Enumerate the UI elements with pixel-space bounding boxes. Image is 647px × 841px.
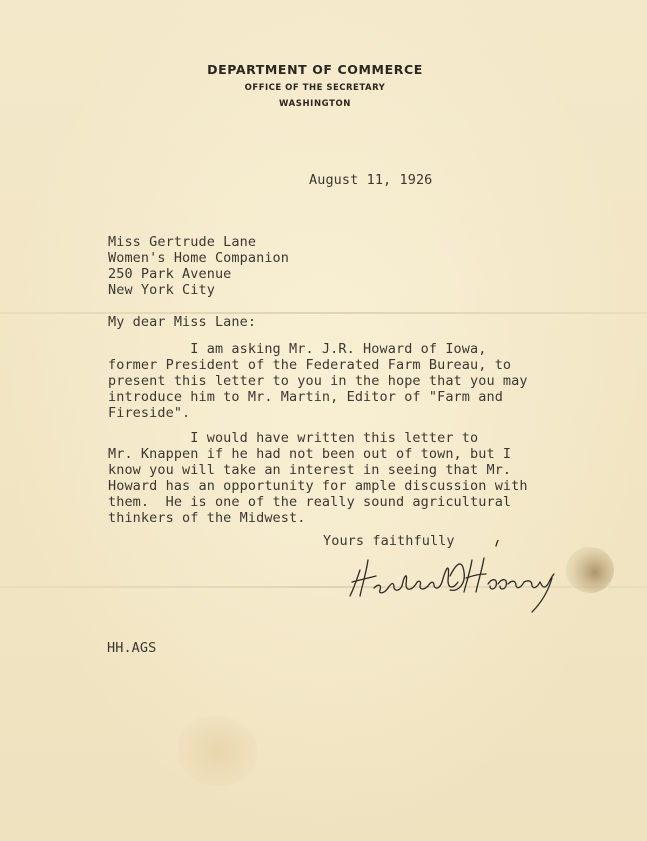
typist-initials: HH.AGS — [107, 640, 157, 656]
recipient-address — [108, 234, 289, 298]
body-paragraph-1 — [108, 341, 528, 421]
paragraph-line: I am asking Mr. J.R. Howard of Iowa, — [108, 341, 487, 357]
paper-stain — [566, 547, 614, 593]
paragraph-line: I would have written this letter to — [108, 430, 479, 446]
handwritten-signature — [346, 540, 571, 620]
paper-fold-upper — [0, 312, 647, 314]
body-paragraph-2 — [108, 430, 528, 526]
paragraph-line: know you will take an interest in seeing that Mr. — [108, 462, 512, 478]
recipient-name: Miss Gertrude Lane — [108, 234, 257, 250]
recipient-street: 250 Park Avenue — [108, 266, 232, 282]
paragraph-line: Mr. Knappen if he had not been out of town, but I — [108, 446, 512, 462]
letterhead-office: OFFICE OF THE SECRETARY — [244, 83, 386, 93]
paragraph-line: Howard has an opportunity for ample discussion with — [108, 478, 528, 494]
recipient-organization: Women's Home Companion — [108, 250, 290, 266]
closing: Yours faithfully — [323, 533, 455, 549]
recipient-city: New York City — [108, 282, 215, 298]
letter-date: August 11, 1926 — [309, 172, 433, 188]
letterhead-department: DEPARTMENT OF COMMERCE — [207, 62, 423, 77]
paragraph-line: thinkers of the Midwest. — [108, 510, 306, 526]
paragraph-line: them. He is one of the really sound agricultural — [108, 494, 512, 510]
paragraph-line: present this letter to you in the hope that you may — [108, 373, 528, 389]
salutation: My dear Miss Lane: — [108, 314, 257, 330]
paper-stain-lower — [178, 716, 258, 786]
paragraph-line: former President of the Federated Farm Bureau, to — [108, 357, 512, 373]
paragraph-line: Fireside". — [108, 405, 191, 421]
letterhead-city: WASHINGTON — [278, 99, 352, 109]
paragraph-line: introduce him to Mr. Martin, Editor of "Farm and — [108, 389, 503, 405]
letterhead — [0, 62, 630, 109]
